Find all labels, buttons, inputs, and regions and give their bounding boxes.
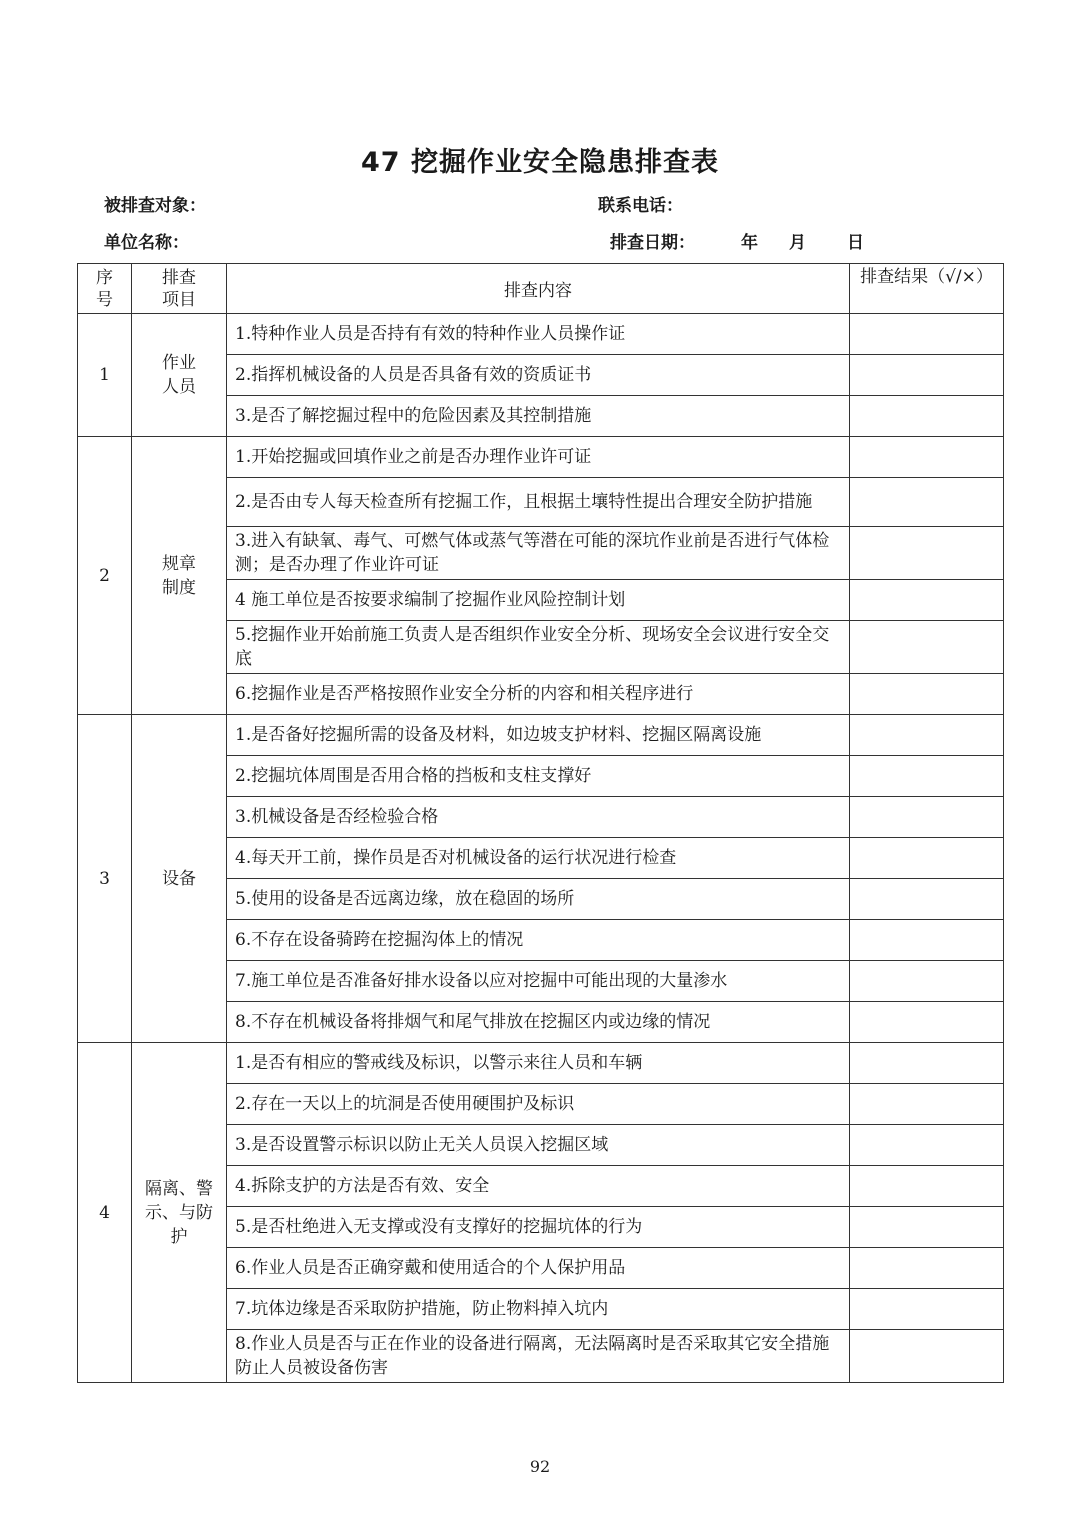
section-number: 1 xyxy=(78,314,132,437)
result-cell[interactable] xyxy=(850,1084,1004,1125)
table-row xyxy=(78,437,1004,478)
section-category xyxy=(132,715,227,1043)
section-category xyxy=(132,314,227,437)
result-cell[interactable] xyxy=(850,920,1004,961)
section-number: 4 xyxy=(78,1043,132,1383)
result-cell[interactable] xyxy=(850,1207,1004,1248)
check-item: 4.拆除支护的方法是否有效、安全 xyxy=(227,1166,850,1207)
section-category-line: 作业 xyxy=(162,353,196,373)
result-cell[interactable] xyxy=(850,314,1004,355)
result-cell[interactable] xyxy=(850,580,1004,621)
section-category-line: 人员 xyxy=(162,377,196,397)
result-cell[interactable] xyxy=(850,1043,1004,1084)
section-category-line: 示、与防 xyxy=(145,1202,213,1223)
header-category-line: 项目 xyxy=(162,289,196,310)
header-row xyxy=(78,264,1004,314)
result-cell[interactable] xyxy=(850,797,1004,838)
check-item: 2.是否由专人每天检查所有挖掘工作，且根据土壤特性提出合理安全防护措施 xyxy=(227,478,850,527)
check-item: 1.是否有相应的警戒线及标识，以警示来往人员和车辆 xyxy=(227,1043,850,1084)
result-cell[interactable] xyxy=(850,879,1004,920)
phone-label: 联系电话： xyxy=(598,196,683,216)
table-row xyxy=(78,715,1004,756)
result-cell[interactable] xyxy=(850,621,1004,674)
result-cell[interactable] xyxy=(850,527,1004,580)
result-cell[interactable] xyxy=(850,961,1004,1002)
check-item: 5.挖掘作业开始前施工负责人是否组织作业安全分析、现场安全会议进行安全交底 xyxy=(227,621,850,674)
result-cell[interactable] xyxy=(850,1248,1004,1289)
inspection-table xyxy=(77,263,1004,1383)
check-item: 3.机械设备是否经检验合格 xyxy=(227,797,850,838)
date-year: 年 xyxy=(741,233,758,253)
check-item: 2.挖掘坑体周围是否用合格的挡板和支柱支撑好 xyxy=(227,756,850,797)
header-category xyxy=(132,264,227,314)
check-item: 4 施工单位是否按要求编制了挖掘作业风险控制计划 xyxy=(227,580,850,621)
check-item: 3.是否了解挖掘过程中的危险因素及其控制措施 xyxy=(227,396,850,437)
section-category-line: 护 xyxy=(170,1226,188,1247)
check-item: 5.使用的设备是否远离边缘，放在稳固的场所 xyxy=(227,879,850,920)
section-number: 3 xyxy=(78,715,132,1043)
result-cell[interactable] xyxy=(850,1289,1004,1330)
section-category-line: 制度 xyxy=(162,577,196,598)
page-number: 92 xyxy=(529,1457,551,1476)
result-cell[interactable] xyxy=(850,437,1004,478)
header-category-line: 排查 xyxy=(162,267,196,288)
header-seq-line: 号 xyxy=(96,289,113,310)
page-title: 47 挖掘作业安全隐患排查表 xyxy=(361,147,719,178)
check-item: 7.施工单位是否准备好排水设备以应对挖掘中可能出现的大量渗水 xyxy=(227,961,850,1002)
check-item: 3.进入有缺氧、毒气、可燃气体或蒸气等潜在可能的深坑作业前是否进行气体检测；是否办理了作业许可证 xyxy=(227,527,850,580)
table-row xyxy=(78,1043,1004,1084)
result-cell[interactable] xyxy=(850,478,1004,527)
check-item: 8.作业人员是否与正在作业的设备进行隔离，无法隔离时是否采取其它安全措施防止人员被设备伤害 xyxy=(227,1330,850,1383)
date-label: 排查日期： xyxy=(610,233,695,253)
result-cell[interactable] xyxy=(850,756,1004,797)
result-cell[interactable] xyxy=(850,674,1004,715)
target-label: 被排查对象： xyxy=(104,196,206,216)
header-seq-line: 序 xyxy=(96,267,113,288)
header-content: 排查内容 xyxy=(227,264,850,314)
result-cell[interactable] xyxy=(850,1330,1004,1383)
check-item: 1.开始挖掘或回填作业之前是否办理作业许可证 xyxy=(227,437,850,478)
section-category-line: 规章 xyxy=(162,553,196,574)
check-item: 1.是否备好挖掘所需的设备及材料，如边坡支护材料、挖掘区隔离设施 xyxy=(227,715,850,756)
section-category xyxy=(132,1043,227,1383)
date-month: 月 xyxy=(789,233,806,253)
check-item: 4.每天开工前，操作员是否对机械设备的运行状况进行检查 xyxy=(227,838,850,879)
check-item: 1.特种作业人员是否持有有效的特种作业人员操作证 xyxy=(227,314,850,355)
result-cell[interactable] xyxy=(850,355,1004,396)
result-cell[interactable] xyxy=(850,1125,1004,1166)
result-cell[interactable] xyxy=(850,1002,1004,1043)
result-cell[interactable] xyxy=(850,396,1004,437)
section-category xyxy=(132,437,227,715)
result-cell[interactable] xyxy=(850,838,1004,879)
section-number: 2 xyxy=(78,437,132,715)
header-seq xyxy=(78,264,132,314)
section-category-line: 隔离、警 xyxy=(145,1178,213,1199)
check-item: 6.作业人员是否正确穿戴和使用适合的个人保护用品 xyxy=(227,1248,850,1289)
table-row xyxy=(78,314,1004,355)
check-item: 7.坑体边缘是否采取防护措施，防止物料掉入坑内 xyxy=(227,1289,850,1330)
check-item: 2.指挥机械设备的人员是否具备有效的资质证书 xyxy=(227,355,850,396)
check-item: 3.是否设置警示标识以防止无关人员误入挖掘区域 xyxy=(227,1125,850,1166)
check-item: 8.不存在机械设备将排烟气和尾气排放在挖掘区内或边缘的情况 xyxy=(227,1002,850,1043)
check-item: 6.不存在设备骑跨在挖掘沟体上的情况 xyxy=(227,920,850,961)
section-category-line: 设备 xyxy=(162,868,196,889)
result-cell[interactable] xyxy=(850,1166,1004,1207)
header-result: 排查结果（√/×） xyxy=(850,264,1004,314)
date-day: 日 xyxy=(847,233,864,253)
result-cell[interactable] xyxy=(850,715,1004,756)
unit-label: 单位名称： xyxy=(104,233,189,253)
check-item: 5.是否杜绝进入无支撑或没有支撑好的挖掘坑体的行为 xyxy=(227,1207,850,1248)
check-item: 6.挖掘作业是否严格按照作业安全分析的内容和相关程序进行 xyxy=(227,674,850,715)
check-item: 2.存在一天以上的坑洞是否使用硬围护及标识 xyxy=(227,1084,850,1125)
